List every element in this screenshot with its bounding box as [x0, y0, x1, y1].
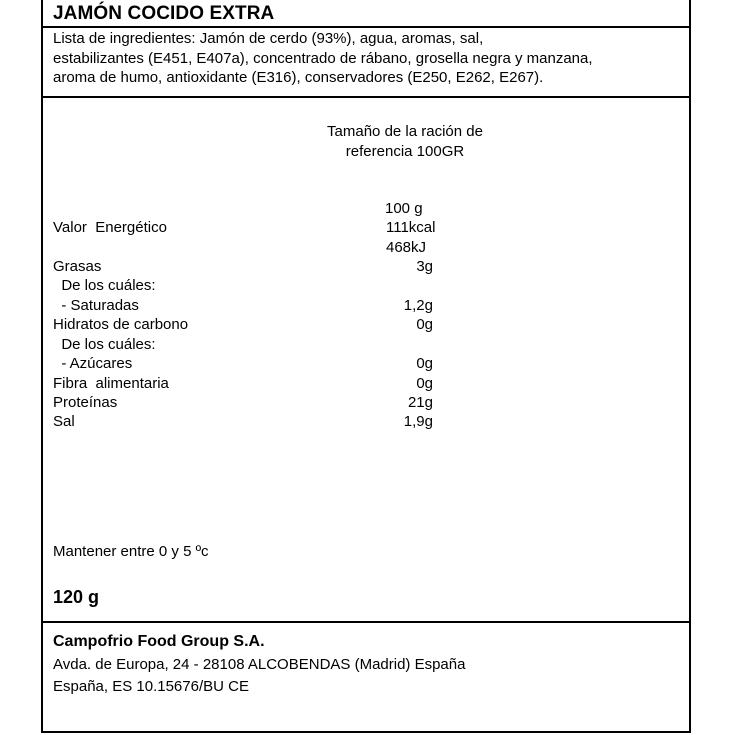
nutrition-label: Valor Energético: [53, 219, 167, 236]
ingredients-divider: [43, 96, 689, 98]
ingredients-line: estabilizantes (E451, E407a), concentrado de rábano, grosella negra y manzana,: [53, 49, 593, 67]
nutrition-label: - Saturadas: [53, 297, 139, 314]
nutrition-label: Sal: [53, 413, 75, 430]
nutrition-value: 0g: [416, 355, 433, 372]
nutrition-label: - Azúcares: [53, 355, 133, 372]
company-registry: España, ES 10.15676/BU CE: [53, 678, 249, 695]
nutrition-value: 21g: [407, 394, 433, 411]
nutrition-row: [53, 258, 433, 278]
nutrition-row: [53, 394, 433, 414]
nutrition-label: Proteínas: [53, 394, 118, 411]
reference-portion: [300, 122, 510, 162]
net-weight: 120 g: [53, 587, 100, 607]
company-name: Campofrio Food Group S.A.: [53, 633, 265, 650]
ingredients-line: Lista de ingredientes: Jamón de cerdo (93%), agua, aromas, sal,: [53, 30, 484, 47]
nutrition-row: [53, 316, 433, 336]
nutrition-value: 3g: [416, 258, 433, 275]
storage-instructions: Mantener entre 0 y 5 ºc: [53, 543, 209, 560]
nutrition-label: Grasas: [53, 258, 102, 275]
nutrition-row-energy: [53, 219, 436, 239]
nutrition-value: 1,2g: [403, 297, 433, 314]
weight-divider: [43, 621, 689, 623]
nutrition-column-header: 100 g: [385, 200, 423, 217]
energy-kcal-value: 111kcal: [386, 219, 436, 236]
nutrition-value: 0g: [416, 375, 433, 392]
nutrition-row: [53, 297, 433, 317]
nutrition-value: 1,9g: [403, 413, 433, 430]
nutrition-label: Fibra alimentaria: [53, 375, 169, 392]
ingredients-list: [53, 29, 683, 88]
nutrition-row: [53, 277, 433, 297]
company-address: Avda. de Europa, 24 - 28108 ALCOBENDAS (Madrid) España: [53, 656, 466, 673]
nutrition-row: [53, 413, 433, 433]
title-divider: [43, 26, 689, 28]
reference-line: referencia 100GR: [345, 143, 465, 160]
nutrition-label: De los cuáles:: [53, 277, 156, 294]
reference-line: Tamaño de la ración de: [327, 123, 483, 140]
nutrition-label: De los cuáles:: [53, 336, 156, 353]
nutrition-label: Hidratos de carbono: [53, 316, 189, 333]
energy-kj-value: 468kJ: [386, 239, 427, 256]
product-title: JAMÓN COCIDO EXTRA: [53, 3, 275, 24]
nutrition-row: [53, 355, 433, 375]
nutrition-row: [53, 336, 433, 356]
nutrition-row: [53, 375, 433, 395]
nutrition-value: 0g: [416, 316, 433, 333]
ingredients-line: aroma de humo, antioxidante (E316), conservadores (E250, E262, E267).: [53, 69, 544, 86]
